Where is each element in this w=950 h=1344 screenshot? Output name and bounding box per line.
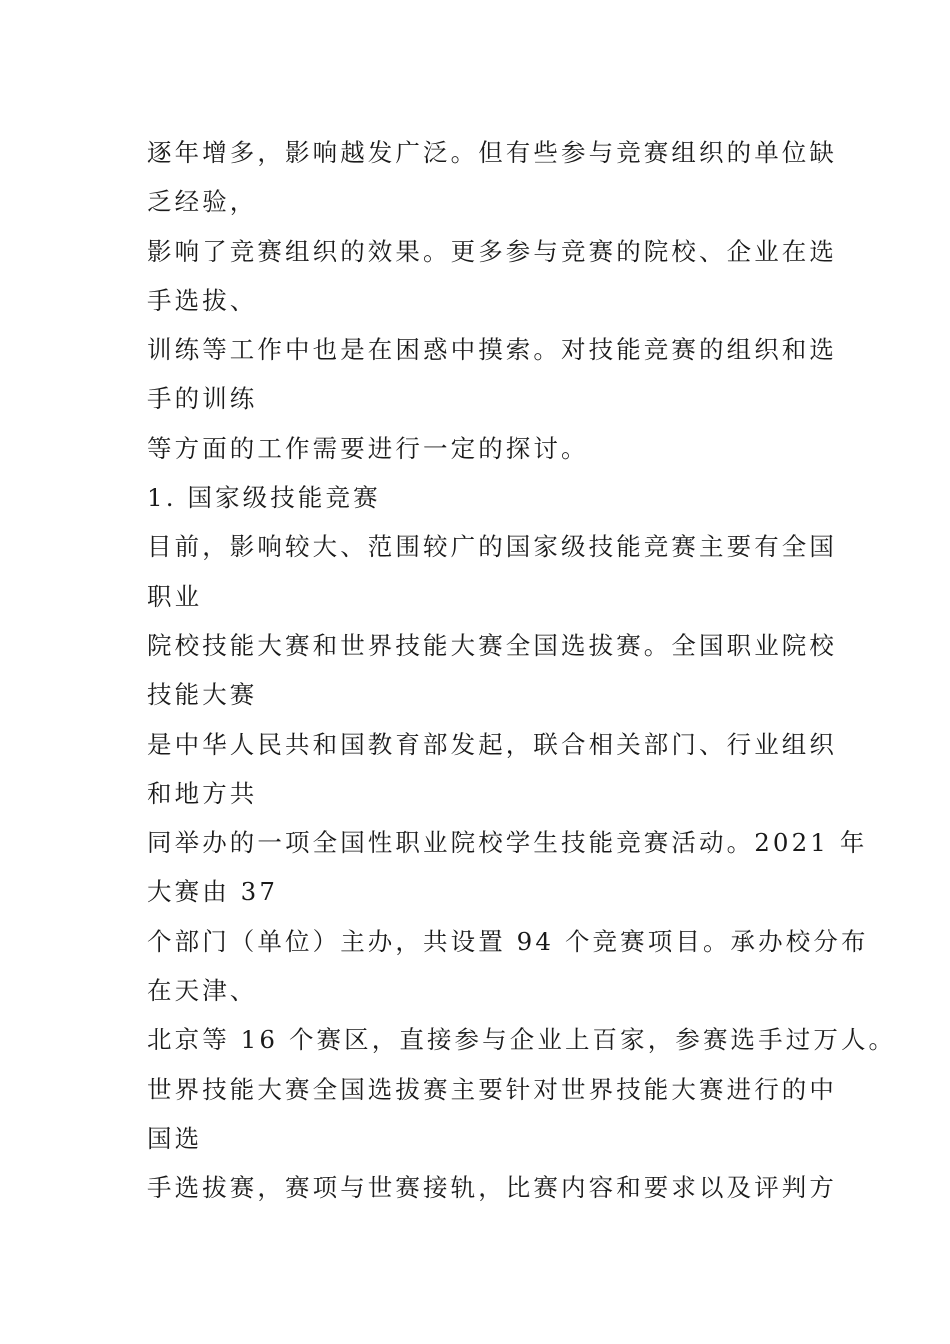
text-line: 是中华人民共和国教育部发起，联合相关部门、行业组织 [147, 729, 837, 759]
text-line: 手选拔赛，赛项与世赛接轨，比赛内容和要求以及评判方 [147, 1173, 837, 1203]
text-line: 训练等工作中也是在困惑中摸索。对技能竞赛的组织和选 [147, 335, 837, 365]
text-line: 在天津、 [147, 976, 258, 1006]
text-line: 手的训练 [147, 384, 258, 414]
text-line: 技能大赛 [147, 680, 258, 710]
body-text [147, 128, 897, 1213]
text-line: 同举办的一项全国性职业院校学生技能竞赛活动。2021 年 [147, 828, 868, 858]
section-heading: 1. 国家级技能竞赛 [147, 483, 381, 513]
text-line: 职业 [147, 581, 203, 611]
text-line: 北京等 16 个赛区，直接参与企业上百家，参赛选手过万人。 [147, 1025, 897, 1055]
text-line: 目前，影响较大、范围较广的国家级技能竞赛主要有全国 [147, 532, 837, 562]
text-line: 和地方共 [147, 778, 258, 808]
text-line: 手选拔、 [147, 285, 258, 315]
text-line: 世界技能大赛全国选拔赛主要针对世界技能大赛进行的中 [147, 1074, 837, 1104]
text-line: 个部门（单位）主办，共设置 94 个竞赛项目。承办校分布 [147, 926, 869, 956]
text-line: 逐年增多，影响越发广泛。但有些参与竞赛组织的单位缺 [147, 138, 837, 167]
text-line: 大赛由 37 [147, 877, 279, 907]
text-line: 乏经验， [147, 187, 258, 217]
text-line: 等方面的工作需要进行一定的探讨。 [147, 433, 589, 463]
text-line: 院校技能大赛和世界技能大赛全国选拔赛。全国职业院校 [147, 630, 837, 660]
text-line: 影响了竞赛组织的效果。更多参与竞赛的院校、企业在选 [147, 236, 837, 266]
text-line: 国选 [147, 1123, 203, 1153]
